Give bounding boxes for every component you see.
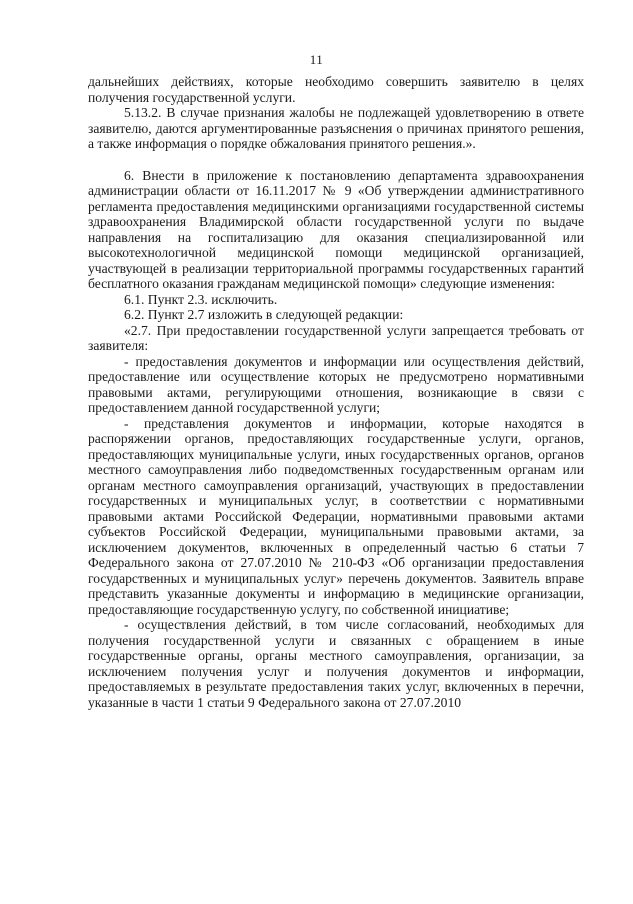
page-number: 11 [309,52,324,67]
paragraph: дальнейших действиях, которые необходимо совершить заявителю в целях получения государственной услуги. [88,74,584,105]
paragraph: «2.7. При предоставлении государственной услуги запрещается требовать от заявителя: [88,322,584,353]
document-body [88,74,584,710]
paragraph: 6. Внести в приложение к постановлению департамента здравоохранения администрации области от 16.11.2017 № 9 «Об утверждении административного регламента предоставления медицинскими организациями государственной системы здравоохранения Владимирской области государственной услуги по выдаче направления на госпитализацию для оказания специализированной или высокотехнологичной медицинской помощи медицинской организацией, участвующей в реализации территориальной программы государственных гарантий бесплатного оказания гражданам медицинской помощи» следующие изменения: [88,167,584,291]
paragraph: - осуществления действий, в том числе согласований, необходимых для получения государственной услуги и связанных с обращением в иные государственные органы, органы местного самоуправления, организации, за исключением получения услуг и получения документов и информации, предоставляемых в результате предоставления таких услуг, включенных в перечни, указанные в части 1 статьи 9 Федерального закона от 27.07.2010 [88,617,584,710]
paragraph: - предоставления документов и информации или осуществления действий, предоставление или осуществление которых не предусмотрено нормативными правовыми актами, регулирующими отношения, возникающие в связи с предоставлением данной государственной услуги; [88,353,584,415]
paragraph: 5.13.2. В случае признания жалобы не подлежащей удовлетворению в ответе заявителю, даются аргументированные разъяснения о причинах принятого решения, а также информация о порядке обжалования принятого решения.». [88,105,584,151]
paragraph: 6.2. Пункт 2.7 изложить в следующей редакции: [124,307,404,322]
paragraph: - представления документов и информации, которые находятся в распоряжении органов, предоставляющих государственные услуги, органов, предоставляющих муниципальные услуги, иных государственных органов, органов местного самоуправления либо подведомственных государственным органам или органам местного самоуправления организаций, участвующих в предоставлении государственных и муниципальных услуг, в соответствии с нормативными правовыми актами Российской Федерации, нормативными правовыми актами субъектов Российской Федерации, муниципальными правовыми актами, за исключением документов, включенных в определенный частью 6 статьи 7 Федерального закона от 27.07.2010 № 210-ФЗ «Об организации предоставления государственных и муниципальных услуг» перечень документов. Заявитель вправе представить указанные документы и информацию в медицинские организации, предоставляющие государственную услугу, по собственной инициативе; [88,415,584,617]
paragraph: 6.1. Пункт 2.3. исключить. [124,291,278,307]
